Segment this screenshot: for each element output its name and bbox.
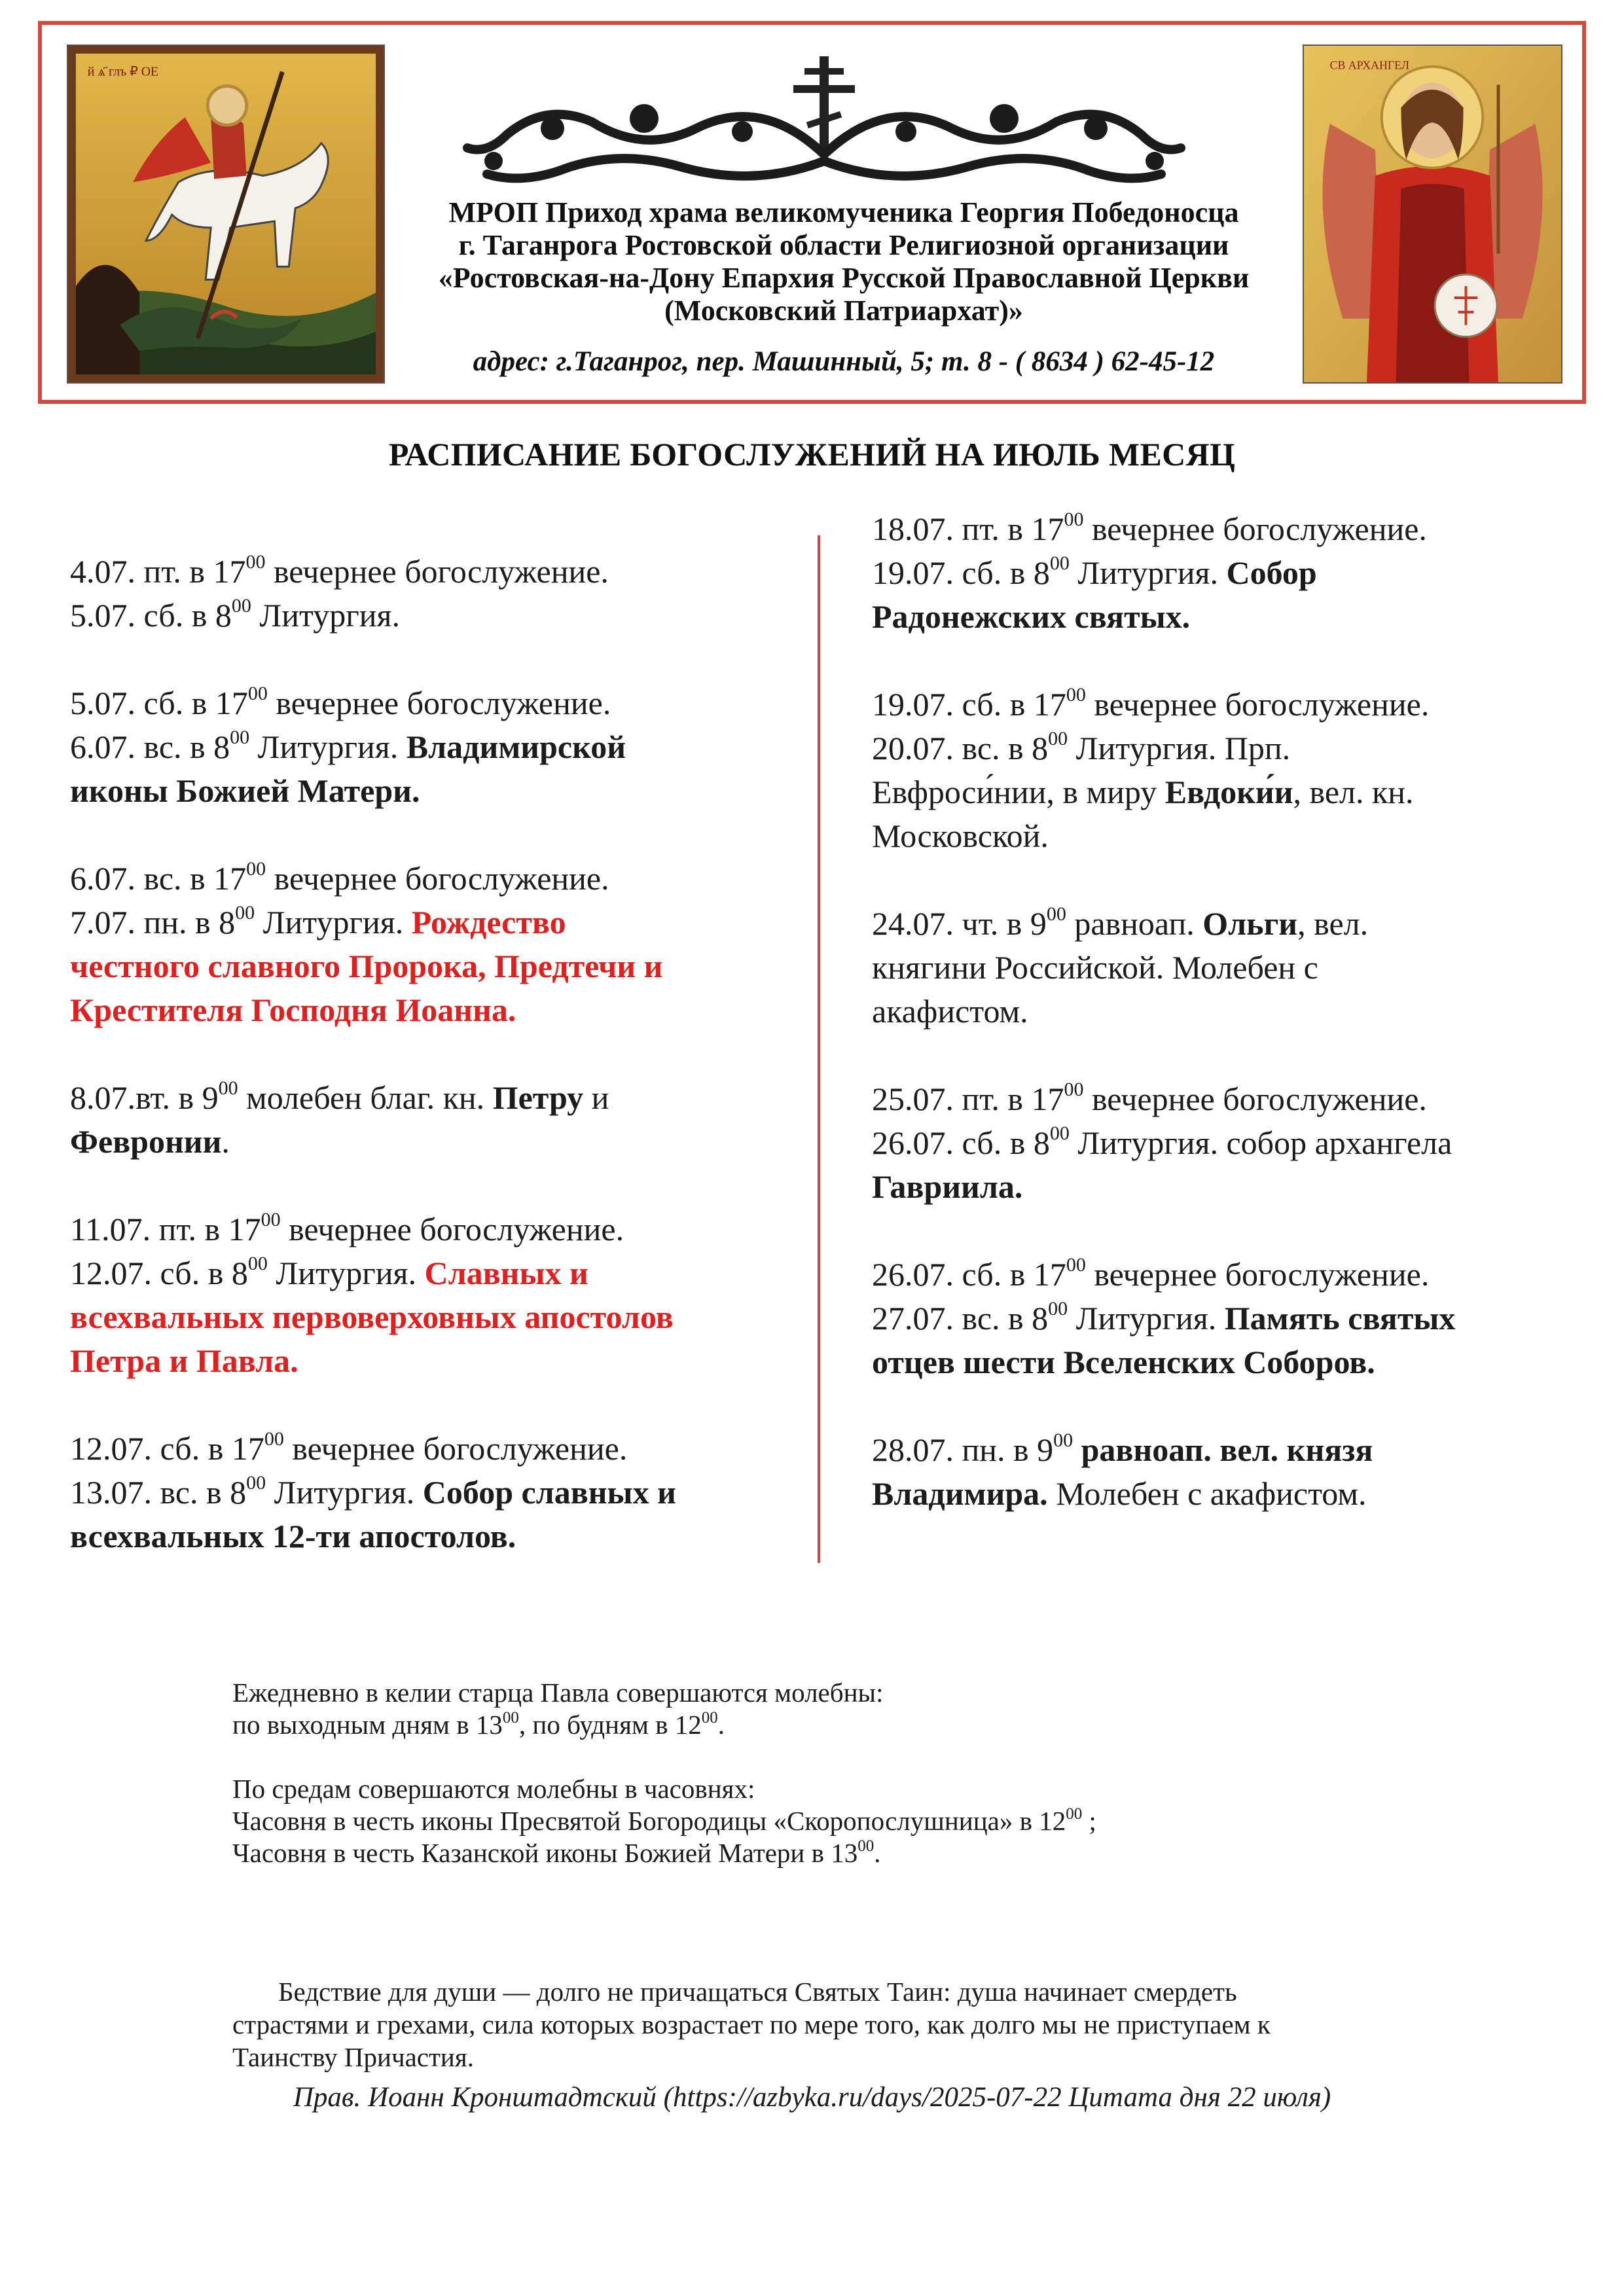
time-superscript: 00 [1064, 509, 1084, 531]
text-line [232, 1709, 1476, 1741]
text-line [70, 988, 810, 1032]
schedule-entry [70, 681, 810, 813]
text-line [872, 1165, 1598, 1209]
time-superscript: 00 [230, 726, 250, 749]
text-line [872, 1297, 1598, 1340]
text-line [872, 551, 1598, 595]
feast-name: всехвальных 12-ти апостолов. [70, 1518, 516, 1554]
text-line [70, 1076, 810, 1120]
text-line [70, 1515, 810, 1558]
feast-name: Евдоки́и [1164, 774, 1293, 810]
great-feast-name: честного славного Пророка, Предтечи и [70, 948, 663, 984]
schedule-entry [872, 1253, 1598, 1384]
parish-address: адрес: г.Таганрог, пер. Машинный, 5; т. 8 - ( 8634 ) 62-45-12 [473, 346, 1215, 377]
text-line [872, 1077, 1598, 1121]
schedule-title: РАСПИСАНИЕ БОГОСЛУЖЕНИЙ НА ИЮЛЬ МЕСЯЦ [388, 436, 1236, 473]
text-segment: Молебен с акафистом. [1047, 1475, 1367, 1512]
time-superscript: 00 [246, 1472, 266, 1494]
schedule-entry [872, 902, 1598, 1033]
text-line [70, 550, 810, 594]
great-feast-name: всехвальных первоверховных апостолов [70, 1299, 674, 1335]
schedule-entry [70, 1208, 810, 1383]
feast-name: Гавриила. [872, 1168, 1023, 1205]
text-segment: 18.07. пт. в 17 [872, 511, 1064, 547]
text-line [70, 944, 810, 988]
great-feast-name: Рождество [411, 904, 566, 941]
cross-ornament [448, 56, 1200, 190]
time-superscript: 00 [1046, 903, 1066, 925]
great-feast-name: Крестителя Господня Иоанна. [70, 992, 516, 1028]
text-line [70, 594, 810, 637]
time-superscript: 00 [247, 1253, 268, 1275]
text-segment: Литургия. [249, 728, 406, 765]
parish-line: г. Таганрога Ростовской области Религиозной организации [458, 229, 1229, 261]
text-segment: вечернее богослужение. [1085, 1256, 1430, 1293]
time-superscript: 00 [1049, 1122, 1070, 1145]
text-line [872, 726, 1598, 770]
feast-name: Февронии [70, 1123, 222, 1160]
text-segment: молебен благ. кн. [238, 1079, 493, 1116]
text-segment: вечернее богослужение. [1083, 511, 1427, 547]
text-segment: 19.07. сб. в 17 [872, 686, 1066, 723]
text-segment: 13.07. вс. в 8 [70, 1474, 247, 1511]
time-superscript: 00 [1049, 552, 1070, 575]
text-line [872, 990, 1598, 1033]
text-line [872, 507, 1598, 551]
text-line [872, 946, 1598, 990]
time-superscript: 00 [246, 858, 266, 880]
feast-name: Память святых [1224, 1300, 1456, 1336]
quote-line: Бедствие для души — долго не причащаться Святых Таин: душа начинает смердеть [278, 1977, 1237, 2007]
feast-name: Собор славных и [422, 1474, 676, 1511]
text-line [872, 1428, 1598, 1472]
text-segment: 5.07. сб. в 8 [70, 597, 232, 634]
time-superscript: 00 [502, 1709, 519, 1727]
text-line [70, 681, 810, 725]
text-line [872, 1340, 1598, 1384]
time-superscript: 00 [261, 1209, 281, 1231]
text-segment: 11.07. пт. в 17 [70, 1211, 261, 1247]
time-superscript: 00 [235, 902, 255, 924]
text-segment: Часовня в честь иконы Пресвятой Богородицы «Скоропослушница» в 12 [232, 1806, 1066, 1836]
text-segment: 27.07. вс. в 8 [872, 1300, 1049, 1336]
text-line [70, 857, 810, 901]
quote-line: страстями и грехами, сила которых возрастает по мере того, как долго мы не приступаем к [232, 2009, 1271, 2039]
time-superscript: 00 [1066, 684, 1086, 706]
archangel-icon [1303, 45, 1562, 384]
text-segment: Литургия. [255, 904, 412, 941]
text-segment: . [874, 1838, 881, 1868]
feast-name: отцев шести Вселенских Соборов. [872, 1344, 1375, 1380]
text-line [70, 1427, 810, 1471]
feast-name: иконы Божией Матери. [70, 772, 420, 809]
time-superscript: 00 [245, 551, 266, 573]
text-segment: Литургия. собор архангела [1069, 1124, 1453, 1161]
st-george-icon [67, 45, 385, 384]
text-segment: . [221, 1123, 230, 1160]
feast-name: Собор [1226, 554, 1317, 591]
text-line [70, 725, 810, 769]
text-segment: Евфроси́нии, в миру [872, 774, 1165, 810]
quote-block [232, 1975, 1542, 2073]
daily-prayers-notes [232, 1677, 1476, 1901]
schedule-entry [70, 857, 810, 1032]
text-segment: 8.07.вт. в 9 [70, 1079, 219, 1116]
text-segment: Ежедневно в келии старца Павла совершаются молебны: [232, 1677, 884, 1708]
text-line [232, 1837, 1476, 1869]
time-superscript: 00 [701, 1709, 718, 1727]
feast-name: Ольги [1202, 905, 1298, 942]
text-segment: акафистом. [872, 993, 1028, 1030]
schedule-entry [70, 550, 810, 637]
text-segment: вечернее богослужение. [267, 685, 611, 721]
schedule-entry [872, 1428, 1598, 1516]
notes-paragraph [232, 1773, 1476, 1869]
text-segment: Литургия. [1069, 554, 1227, 591]
text-segment: по выходным дням в 13 [232, 1710, 503, 1740]
text-segment: , вел. кн. [1293, 774, 1414, 810]
text-segment: вечернее богослужение. [266, 860, 609, 897]
text-line [70, 901, 810, 944]
time-superscript: 00 [264, 1428, 284, 1450]
text-line [70, 1208, 810, 1251]
quote-attribution: Прав. Иоанн Кронштадтский (https://azbyka.ru/days/2025-07-22 Цитата дня 22 июля) [293, 2082, 1331, 2113]
schedule-entry [872, 1077, 1598, 1209]
text-segment: и [583, 1079, 609, 1116]
text-segment: 28.07. пн. в 9 [872, 1431, 1054, 1468]
time-superscript: 00 [231, 595, 251, 617]
text-segment: Литургия. [251, 597, 400, 634]
time-superscript: 00 [857, 1837, 875, 1856]
schedule-column-left [70, 550, 810, 1602]
parish-line: «Ростовская-на-Дону Епархия Русской Православной Церкви [438, 262, 1250, 294]
text-line [872, 1121, 1598, 1165]
text-line [872, 814, 1598, 858]
parish-name [389, 196, 1299, 327]
text-segment: равноап. [1066, 905, 1203, 942]
text-line [70, 1471, 810, 1515]
text-line [872, 770, 1598, 814]
text-segment: Литургия. Прп. [1068, 730, 1291, 766]
text-line [70, 1339, 810, 1383]
header-frame [38, 21, 1586, 404]
text-segment: По средам совершаются молебны в часовнях: [232, 1774, 755, 1804]
quote-line: Таинству Причастия. [232, 2042, 474, 2072]
text-segment: вечернее богослужение. [283, 1430, 628, 1467]
notes-paragraph [232, 1677, 1476, 1741]
text-line [70, 1295, 810, 1339]
text-line [232, 1773, 1476, 1805]
time-superscript: 00 [1066, 1805, 1083, 1823]
text-segment: 25.07. пт. в 17 [872, 1081, 1064, 1117]
text-segment: княгини Российской. Молебен с [872, 949, 1318, 986]
text-segment: Литургия. [266, 1474, 423, 1511]
text-segment: 19.07. сб. в 8 [872, 554, 1050, 591]
text-segment: . [717, 1710, 725, 1740]
text-line [872, 1472, 1598, 1516]
time-superscript: 00 [1066, 1254, 1086, 1276]
schedule-column-right [872, 507, 1598, 1560]
text-line [872, 1253, 1598, 1297]
text-segment: Литургия. [1068, 1300, 1225, 1336]
text-segment: 6.07. вс. в 8 [70, 728, 230, 765]
great-feast-name: Петра и Павла. [70, 1342, 298, 1379]
text-segment: 6.07. вс. в 17 [70, 860, 247, 897]
text-segment [1073, 1431, 1081, 1468]
time-superscript: 00 [1048, 728, 1068, 750]
time-superscript: 00 [1064, 1079, 1084, 1101]
feast-name: Петру [492, 1079, 584, 1116]
time-superscript: 00 [1048, 1298, 1068, 1320]
feast-name: Владимира. [872, 1475, 1048, 1512]
feast-name: Владимирской [406, 728, 626, 765]
text-segment: , по будням в 12 [518, 1710, 702, 1740]
text-segment: 12.07. сб. в 17 [70, 1430, 264, 1467]
text-segment: 7.07. пн. в 8 [70, 904, 236, 941]
text-segment: вечернее богослужение. [1083, 1081, 1427, 1117]
text-segment: 12.07. сб. в 8 [70, 1255, 248, 1291]
icon-right-caption: СВ АРХАНГЕЛ [1329, 58, 1409, 72]
text-segment: Московской. [872, 817, 1049, 854]
time-superscript: 00 [247, 683, 268, 705]
time-superscript: 00 [218, 1077, 238, 1100]
text-segment: 4.07. пт. в 17 [70, 553, 246, 590]
icon-left-caption: й ѧ҃ глъ ₽ ОЕ [87, 64, 159, 79]
text-segment: вечернее богослужение. [1085, 686, 1430, 723]
feast-name: Радонежских святых. [872, 598, 1191, 635]
text-line [872, 683, 1598, 726]
parish-line: МРОП Приход храма великомученика Георгия Победоносца [448, 196, 1239, 228]
column-divider [818, 535, 820, 1563]
text-segment: Часовня в честь Казанской иконы Божией Матери в 13 [232, 1838, 858, 1868]
schedule-entry [872, 507, 1598, 639]
text-line [70, 1120, 810, 1164]
feast-name: равноап. вел. князя [1081, 1431, 1373, 1468]
time-superscript: 00 [1053, 1429, 1074, 1452]
schedule-entry [70, 1076, 810, 1164]
schedule-entry [70, 1427, 810, 1558]
text-segment: 26.07. сб. в 17 [872, 1256, 1066, 1293]
text-line [872, 902, 1598, 946]
text-segment: 20.07. вс. в 8 [872, 730, 1049, 766]
text-line [232, 1805, 1476, 1837]
text-line [70, 1251, 810, 1295]
text-segment: Литургия. [267, 1255, 425, 1291]
text-line [232, 1677, 1476, 1709]
text-segment: вечернее богослужение. [280, 1211, 624, 1247]
text-segment: 5.07. сб. в 17 [70, 685, 248, 721]
text-segment: , вел. [1297, 905, 1369, 942]
text-segment: 24.07. чт. в 9 [872, 905, 1047, 942]
schedule-entry [872, 683, 1598, 858]
text-segment: ; [1082, 1806, 1096, 1836]
text-line [872, 595, 1598, 639]
parish-line: (Московский Патриархат)» [664, 295, 1023, 327]
text-line [70, 769, 810, 813]
text-segment: вечернее богослужение. [265, 553, 609, 590]
great-feast-name: Славных и [424, 1255, 588, 1291]
text-segment: 26.07. сб. в 8 [872, 1124, 1050, 1161]
